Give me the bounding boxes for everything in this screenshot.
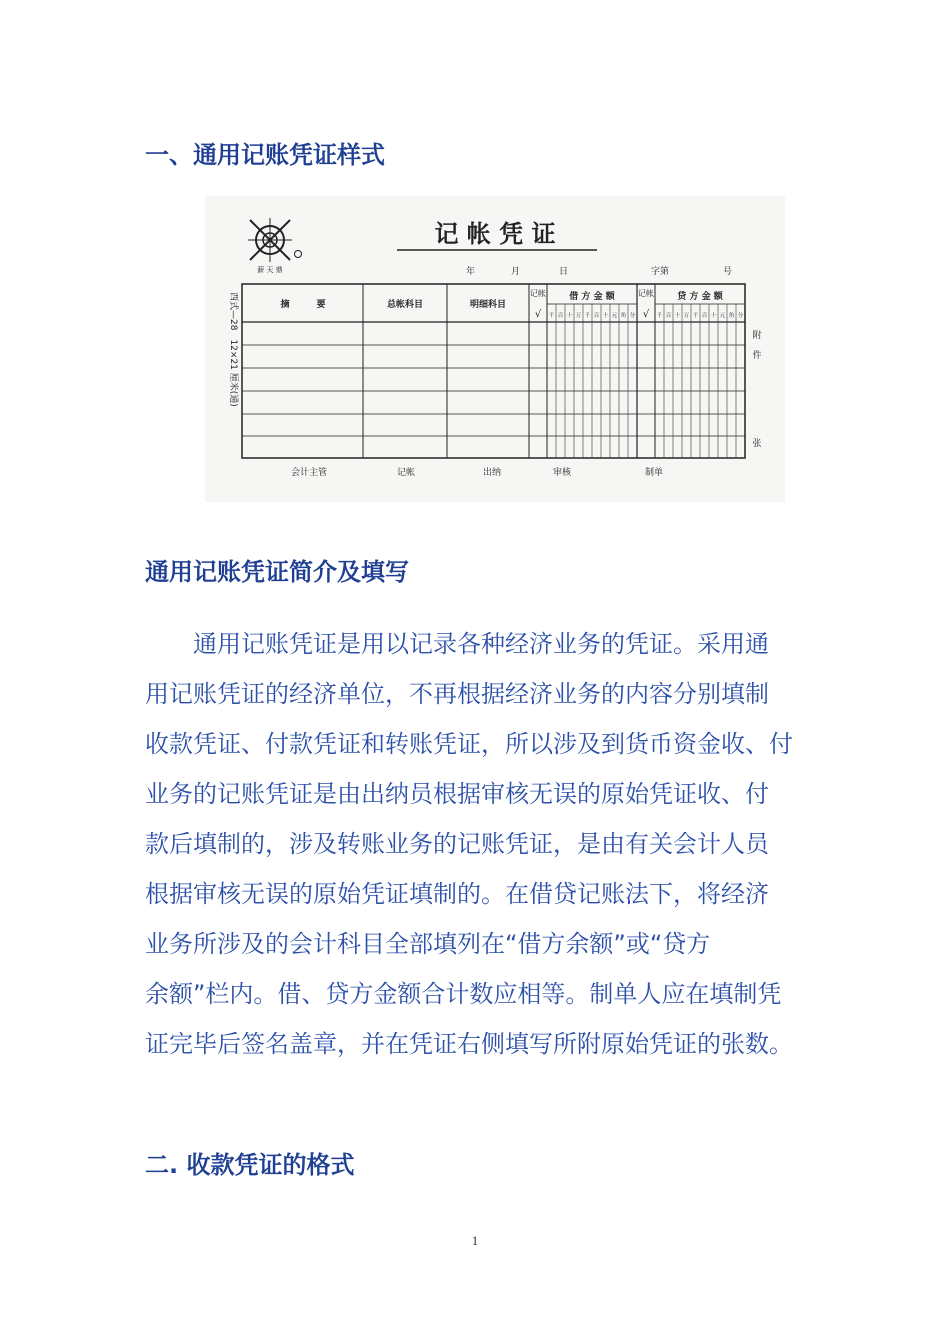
logo-caption: 薪 天 鼎 [257, 266, 283, 274]
attachment-label-3: 张 [752, 439, 762, 449]
debit-digit-label: 角 [620, 313, 627, 319]
summary-column-header: 摘 要 [280, 300, 326, 310]
attachment-label-2: 件 [752, 351, 762, 361]
debit-digit-label: 元 [611, 313, 618, 319]
paragraph-line: 根据审核无误的原始凭证填制的。在借贷记账法下，将经济 [145, 880, 769, 908]
credit-amount-header: 贷 方 金 额 [677, 292, 723, 302]
signature-chief-accountant: 会计主管 [291, 468, 328, 478]
debit-digit-label: 十 [566, 313, 573, 319]
debit-posted-char-1: 记帐 [530, 289, 546, 298]
voucher-number-label: 号 [723, 267, 733, 277]
voucher-title: 记 帐 凭 证 [434, 220, 556, 248]
signature-cashier: 出纳 [483, 468, 502, 478]
debit-digit-label: 百 [593, 313, 600, 319]
voucher-sample-image [205, 196, 785, 502]
paragraph-line: 款后填制的，涉及转账业务的记账凭证，是由有关会计人员 [145, 830, 769, 858]
year-label: 年 [466, 267, 476, 277]
paragraph-line: 业务的记账凭证是由出纳员根据审核无误的原始凭证收、付 [145, 780, 769, 808]
signature-preparer: 制单 [645, 468, 664, 478]
general-account-header: 总帐科目 [386, 300, 424, 310]
paragraph-line: 业务所涉及的会计科目全部填列在“借方余额”或“贷方 [145, 930, 711, 958]
debit-amount-header: 借 方 金 额 [569, 292, 615, 302]
detail-account-header: 明细科目 [469, 300, 507, 310]
month-label: 月 [511, 267, 521, 277]
debit-digit-label: 千 [584, 313, 591, 319]
debit-digit-label: 百 [557, 313, 564, 319]
paragraph-line: 通用记账凭证是用以记录各种经济业务的凭证。采用通 [145, 630, 769, 658]
credit-posted-char-1: 记帐 [638, 289, 654, 298]
page-number: 1 [471, 1233, 479, 1248]
voucher-form [205, 196, 785, 502]
credit-digit-label: 元 [719, 313, 726, 319]
credit-check-mark: √ [642, 309, 650, 320]
attachment-label-1: 附 [752, 331, 762, 341]
credit-digit-label: 百 [665, 313, 672, 319]
debit-digit-label: 万 [575, 313, 582, 319]
day-label: 日 [559, 267, 569, 277]
debit-digit-label: 千 [548, 313, 555, 319]
credit-posted-header [638, 288, 654, 320]
compass-logo-icon [248, 218, 302, 262]
signature-auditor: 审核 [553, 468, 572, 478]
credit-digit-label: 万 [683, 313, 690, 319]
section-heading-3: 二. 收款凭证的格式 [145, 1151, 355, 1179]
signature-bookkeeper: 记帐 [397, 468, 416, 478]
paragraph-line: 用记账凭证的经济单位，不再根据经济业务的内容分别填制 [145, 680, 769, 708]
debit-digit-label: 十 [602, 313, 609, 319]
paragraph-line: 收款凭证、付款凭证和转账凭证，所以涉及到货币资金收、付 [145, 730, 793, 758]
form-spec-note: 西式—28 12×21 厘米(通) [228, 292, 238, 407]
credit-digit-label: 百 [701, 313, 708, 319]
debit-posted-header [530, 288, 546, 320]
section-heading-1: 一、通用记账凭证样式 [145, 141, 385, 169]
credit-digit-label: 十 [710, 313, 717, 319]
paragraph-line: 证完毕后签名盖章，并在凭证右侧填写所附原始凭证的张数。 [145, 1030, 793, 1058]
voucher-word-label: 字第 [651, 267, 670, 277]
paragraph-line: 余额”栏内。借、贷方金额合计数应相等。制单人应在填制凭 [145, 980, 782, 1008]
credit-digit-label: 十 [674, 313, 681, 319]
credit-digit-label: 千 [656, 313, 663, 319]
section-heading-2: 通用记账凭证简介及填写 [145, 558, 409, 586]
credit-digit-label: 分 [737, 313, 744, 319]
debit-check-mark: √ [534, 309, 542, 320]
credit-digit-label: 角 [728, 313, 735, 319]
credit-digit-label: 千 [692, 313, 699, 319]
debit-digit-label: 分 [629, 313, 636, 319]
